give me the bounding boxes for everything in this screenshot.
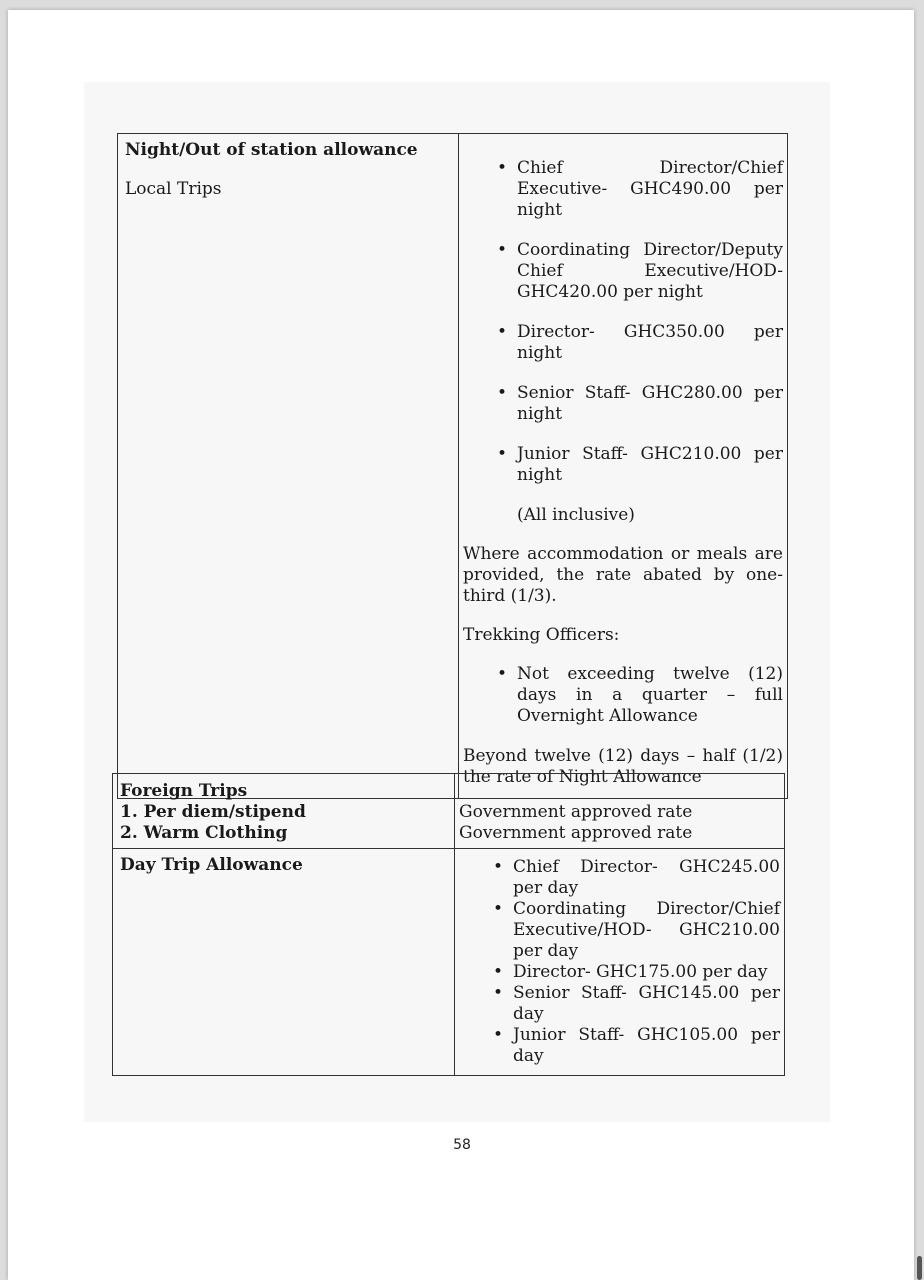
night-rate-item: • Senior Staff- GHC280.00 per night (497, 383, 783, 425)
per-diem-item: 1. Per diem/stipend (120, 802, 306, 822)
scrollbar-thumb[interactable] (917, 1256, 922, 1280)
day-trip-title: Day Trip Allowance (120, 855, 303, 875)
per-diem-rate: Government approved rate (459, 802, 693, 822)
night-allowance-title: Night/Out of station allowance (125, 140, 418, 160)
day-rate-list (459, 857, 780, 1067)
abatement-note: Where accommodation or meals are provided, the rate abated by one-third (1/3). (463, 544, 783, 606)
trekking-rule-item: • Not exceeding twelve (12) days in a quarter – full Overnight Allowance (497, 664, 783, 727)
day-rate-item: • Chief Director- GHC245.00 per day (493, 857, 780, 899)
warm-clothing-item: 2. Warm Clothing (120, 823, 288, 843)
night-allowance-table (117, 133, 788, 799)
trekking-rule-list (463, 664, 783, 727)
foreign-trips-row (113, 774, 785, 849)
warm-clothing-rate: Government approved rate (459, 823, 693, 843)
day-rate-item: • Coordinating Director/Chief Executive/HOD- GHC210.00 per day (493, 899, 780, 962)
day-rate-item: • Director- GHC175.00 per day (493, 962, 780, 983)
night-allowance-rates-cell (459, 134, 788, 799)
foreign-and-day-trip-table (112, 773, 785, 1076)
night-rate-item: • Junior Staff- GHC210.00 per night (497, 444, 783, 486)
day-rate-item: • Junior Staff- GHC105.00 per day (493, 1025, 780, 1067)
night-allowance-row (118, 134, 788, 799)
beyond-twelve-days-note: Beyond twelve (12) days – half (1/2) the rate of Night Allowance (463, 746, 783, 787)
day-trip-row (113, 849, 785, 1076)
trekking-officers-label: Trekking Officers: (463, 625, 620, 645)
foreign-trips-title: Foreign Trips (120, 781, 248, 801)
day-trip-rates-cell (455, 849, 785, 1076)
day-trip-label-cell (113, 849, 455, 1076)
night-allowance-label-cell (118, 134, 459, 799)
local-trips-label: Local Trips (125, 179, 222, 199)
foreign-trips-label-cell (113, 774, 455, 849)
page-number: 58 (453, 1137, 471, 1153)
night-rate-item: • Coordinating Director/Deputy Chief Executive/HOD- GHC420.00 per night (497, 240, 783, 303)
night-rate-item: • Chief Director/Chief Executive- GHC490.00 per night (497, 158, 783, 221)
night-rate-list (463, 158, 783, 486)
foreign-trips-rate-cell (455, 774, 785, 849)
night-rate-item: • Director- GHC350.00 per night (497, 322, 783, 364)
all-inclusive-note: (All inclusive) (517, 505, 635, 525)
day-rate-item: • Senior Staff- GHC145.00 per day (493, 983, 780, 1025)
